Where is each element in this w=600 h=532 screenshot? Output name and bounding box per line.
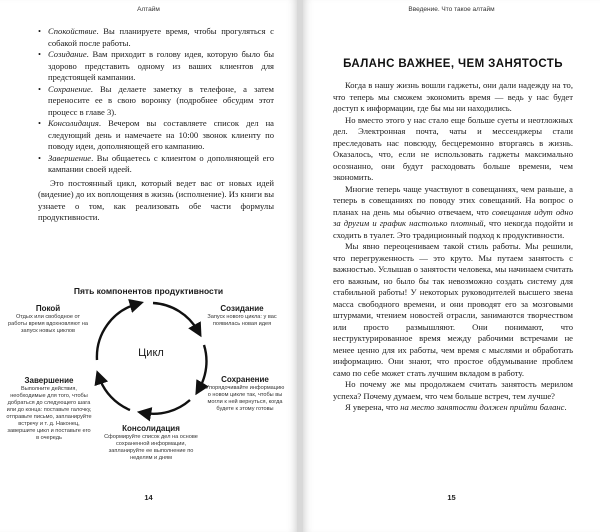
page-number-right: 15 (447, 493, 456, 502)
running-head-left: Алтайм (137, 6, 160, 13)
left-page (0, 0, 297, 532)
text-run: Многие теперь чаще участвуют в совещаниях, чем раньше, а теперь в совещаниях по поводу этих совещаний. На вопрос о планах на день мы обычно отвечаем, что (333, 183, 573, 217)
node-description: Запуск нового цикла: у вас появилась новая идея (207, 314, 277, 327)
bullet-text: . Вам приходит в голову идея, которую было бы здорово представить одному из ваших клиентов для предстоящей кампании. (48, 49, 274, 82)
body-paragraph (333, 184, 573, 242)
text-run: Я уверена, что (345, 402, 401, 412)
node-calm (6, 304, 90, 335)
bullet-term: Консолидация (48, 118, 99, 128)
node-description: Упорядочивайте информацию о новом цикле так, чтобы вы могли к ней вернуться, когда будете к этому готовы (205, 385, 285, 412)
body-paragraph (333, 402, 573, 414)
node-title: Покой (35, 304, 61, 313)
body-paragraph: Когда в нашу жизнь вошли гаджеты, они дали надежду на то, что теперь мы сможем экономить время — ведь у нас будет доступ к информации, где бы мы ни находились. (333, 80, 573, 113)
text-run: , что некогда подойти и сходить в туалет. Это традиционный подход к продуктивности. (333, 218, 573, 240)
body-paragraph: Но почему же мы продолжаем считать занятость мерилом успеха? Почему думаем, что чем больше встреч, тем лучше? (333, 379, 573, 401)
node-complete (6, 376, 92, 442)
right-text-column (333, 80, 573, 414)
body-paragraph: Мы явно переоцениваем такой стиль работы. Мы решили, что перегруженность — это круто. Мы путаем занятость с важностью. Услышав о занятости человека, мы начинаем считать его важным, но было бы так невозможно создать систему для стабильной работы! У некоторых руководителей высшего звена масса свободного времени, и они проводят его за мозговыми штурмами, чтением новостей отрасли, занимаются творчеством или просто размышляют. Они понимают, что неструктурированное время между рабочими встречами не менее ценно для их работы, чем время с мыслями и обработать информацию. Они знают, что простое обдумывание проблем само по себе может стать лучшим вкладом в работу. (333, 241, 573, 378)
bullet-text: . Вечером вы составляете список дел на следующий день и намечаете на 10:00 звонок клиенту по поводу идеи, дополняющей его кампанию. (48, 118, 274, 151)
diagram-title: Пять компонентов продуктивности (73, 286, 224, 296)
bullet-text: . Вы планируете время, чтобы прогуляться с собакой после работы. (48, 26, 274, 48)
chapter-title: БАЛАНС ВАЖНЕЕ, ЧЕМ ЗАНЯТОСТЬ (343, 58, 563, 70)
node-save (205, 375, 285, 413)
right-page (303, 0, 600, 532)
emphasis-text: на место занятости должен прийти баланс (400, 402, 565, 412)
body-paragraph: Но вместо этого у нас стало еще больше суеты и неотложных дел. Электронная почта, чаты и мессенджеры стали преследовать нас повсюду, бесцеремонно вторгаясь в жизнь. Оказалось, что, если не использовать гаджеты максимально осознанно, они будут расходовать больше времени, чем экономить. (333, 114, 573, 182)
node-description: Сформируйте список дел на основе сохраненной информации, запланируйте ее выполнение по неделям и дням (104, 434, 198, 461)
body-paragraph: Это постоянный цикл, который ведет вас от новых идей (видение) до их воплощения в жизнь (исполнение). Из книги вы узнаете о том, как реализовать обе части формулы продуктивности. (38, 177, 274, 222)
node-title: Созидание (220, 304, 264, 313)
bullet-term: Завершение (48, 152, 92, 163)
node-title: Сохранение (221, 375, 269, 384)
cycle-arrow (153, 303, 198, 331)
bullet-text: . Вы общаетесь с клиентом о дополняющей его кампании своей идеей. (48, 152, 274, 174)
node-description: Выполните действия, необходимые для того, чтобы добраться до следующего шага или до конца: поставьте галочку, отправьте письмо, запланируйте встречу и т. д. Наконец, завершите цикл и поставьте его в очередь (6, 386, 92, 441)
node-consolidate (99, 424, 203, 462)
cycle-center-label: Цикл (138, 347, 164, 359)
node-description: Отдых или свободное от работы время вдохновляют на запуск новых циклов (8, 314, 88, 334)
node-title: Консолидация (122, 424, 180, 433)
node-title: Завершение (24, 376, 74, 385)
bullet-term: Созидание (48, 49, 87, 59)
cycle-arrow (99, 377, 130, 410)
running-head-right: Введение. Что такое алтайм (408, 6, 495, 13)
emphasis-text: совещания идут одно за другим и график настолько плотный (333, 206, 573, 228)
text-run: . (564, 402, 567, 412)
bullet-term: Спокойствие (48, 26, 97, 36)
cycle-arrow (144, 400, 190, 414)
node-create (206, 304, 278, 328)
page-number-left: 14 (144, 493, 153, 502)
bullet-text: . Вы делаете заметку в телефоне, а затем переносите ее в свою воронку (подробнее обсудим этот процесс в главе 3). (48, 83, 274, 117)
bullet-term: Сохранение (48, 83, 91, 94)
